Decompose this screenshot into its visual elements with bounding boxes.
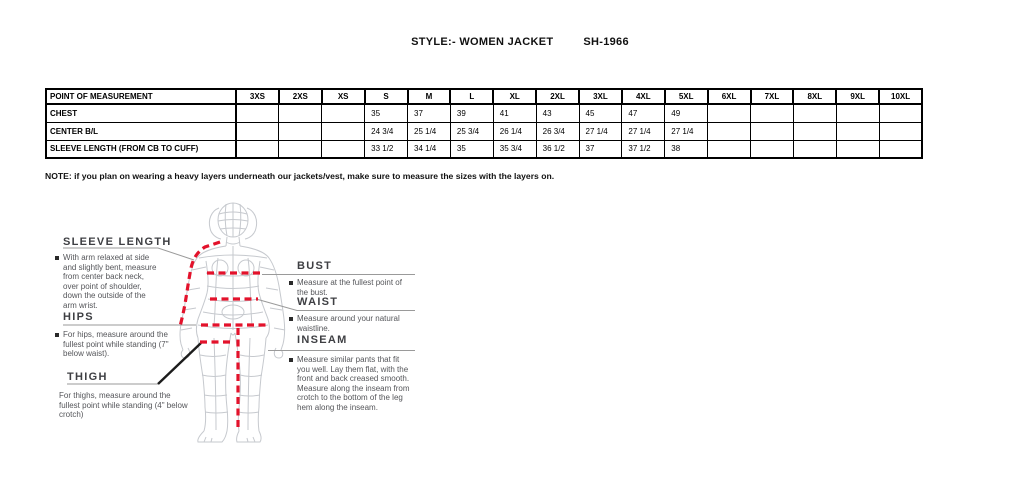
measurement-column-header: POINT OF MEASUREMENT: [46, 89, 236, 104]
size-value-cell: [836, 104, 879, 122]
size-column-header: M: [408, 89, 451, 104]
guide-sleeve-length: [55, 236, 172, 311]
size-column-header: L: [450, 89, 493, 104]
square-bullet-icon: [289, 281, 293, 285]
size-value-cell: [236, 122, 279, 140]
size-value-cell: [708, 140, 751, 158]
guide-hips: [55, 311, 171, 359]
size-value-cell: 38: [665, 140, 708, 158]
style-code: SH-1966: [583, 36, 629, 48]
hips-heading: HIPS: [63, 311, 94, 323]
size-value-cell: 39: [450, 104, 493, 122]
inseam-heading: INSEAM: [297, 334, 348, 346]
size-value-cell: [793, 122, 836, 140]
size-column-header: S: [365, 89, 408, 104]
size-value-cell: 34 1/4: [408, 140, 451, 158]
size-column-header: 3XS: [236, 89, 279, 104]
size-column-header: XL: [493, 89, 536, 104]
size-column-header: 9XL: [836, 89, 879, 104]
size-value-cell: [751, 140, 794, 158]
note-text: NOTE: if you plan on wearing a heavy layers underneath our jackets/vest, make sure to measure the sizes with the layers on.: [45, 171, 555, 181]
size-chart-table: [45, 88, 923, 159]
thigh-description: For thighs, measure around the fullest point while standing (4" below crotch): [59, 391, 188, 420]
sleeve-measure-line: [180, 242, 220, 327]
size-value-cell: [836, 140, 879, 158]
size-value-cell: [322, 122, 365, 140]
size-value-cell: 27 1/4: [665, 122, 708, 140]
size-column-header: 7XL: [751, 89, 794, 104]
bust-description: Measure at the fullest point of the bust.: [297, 278, 402, 297]
size-value-cell: 41: [493, 104, 536, 122]
size-value-cell: 35 3/4: [493, 140, 536, 158]
guide-inseam: [289, 334, 411, 413]
size-value-cell: [793, 104, 836, 122]
page-title: [8, 36, 1024, 48]
sleeve-length-description: With arm relaxed at side and slightly bent, measure from center back neck, over point of shoulder, down the outside of the arm wrist.: [63, 253, 157, 310]
header-row: [46, 89, 922, 104]
row-label: CHEST: [46, 104, 236, 122]
size-column-header: 2XS: [279, 89, 322, 104]
female-body-wireframe-figure: [180, 203, 285, 442]
size-value-cell: [879, 104, 922, 122]
size-value-cell: 37: [579, 140, 622, 158]
size-value-cell: 37: [408, 104, 451, 122]
size-value-cell: 35: [450, 140, 493, 158]
size-value-cell: 27 1/4: [579, 122, 622, 140]
size-value-cell: 26 3/4: [536, 122, 579, 140]
size-column-header: 3XL: [579, 89, 622, 104]
thigh-heading: THIGH: [67, 371, 108, 383]
size-value-cell: 25 3/4: [450, 122, 493, 140]
size-column-header: 2XL: [536, 89, 579, 104]
size-value-cell: [879, 140, 922, 158]
size-column-header: 5XL: [665, 89, 708, 104]
size-value-cell: [708, 122, 751, 140]
square-bullet-icon: [55, 333, 59, 337]
size-value-cell: 47: [622, 104, 665, 122]
size-value-cell: 43: [536, 104, 579, 122]
size-value-cell: [836, 122, 879, 140]
sleeve-length-heading: SLEEVE LENGTH: [63, 236, 172, 248]
size-value-cell: 33 1/2: [365, 140, 408, 158]
square-bullet-icon: [55, 256, 59, 260]
table-row: [46, 104, 922, 122]
waist-description: Measure around your natural waistline.: [297, 314, 400, 333]
size-value-cell: 35: [365, 104, 408, 122]
size-value-cell: [236, 140, 279, 158]
size-column-header: 4XL: [622, 89, 665, 104]
square-bullet-icon: [289, 317, 293, 321]
bust-heading: BUST: [297, 260, 333, 272]
style-label: STYLE:- WOMEN JACKET: [411, 36, 554, 48]
size-value-cell: [793, 140, 836, 158]
size-value-cell: [879, 122, 922, 140]
size-value-cell: 49: [665, 104, 708, 122]
square-bullet-icon: [289, 358, 293, 362]
waist-heading: WAIST: [297, 296, 339, 308]
size-value-cell: [322, 140, 365, 158]
size-value-cell: [322, 104, 365, 122]
size-value-cell: [236, 104, 279, 122]
size-value-cell: 37 1/2: [622, 140, 665, 158]
size-value-cell: 36 1/2: [536, 140, 579, 158]
size-value-cell: [708, 104, 751, 122]
size-column-header: 10XL: [879, 89, 922, 104]
size-value-cell: [751, 104, 794, 122]
size-value-cell: [279, 122, 322, 140]
row-label: SLEEVE LENGTH (FROM CB TO CUFF): [46, 140, 236, 158]
size-value-cell: 26 1/4: [493, 122, 536, 140]
size-column-header: XS: [322, 89, 365, 104]
guide-waist: [289, 296, 403, 333]
guide-bust: [289, 260, 403, 297]
row-label: CENTER B/L: [46, 122, 236, 140]
size-value-cell: 25 1/4: [408, 122, 451, 140]
size-value-cell: 27 1/4: [622, 122, 665, 140]
size-column-header: 6XL: [708, 89, 751, 104]
size-value-cell: 45: [579, 104, 622, 122]
inseam-description: Measure similar pants that fit you well. Lay them flat, with the front and back creased smooth. Measure along the inseam from crotch to the bottom of the leg hem along the inseam.: [297, 355, 410, 412]
size-value-cell: 24 3/4: [365, 122, 408, 140]
size-chart-table-container: [45, 88, 923, 159]
table-row: [46, 140, 922, 158]
size-column-header: 8XL: [793, 89, 836, 104]
size-value-cell: [279, 140, 322, 158]
table-row: [46, 122, 922, 140]
hips-description: For hips, measure around the fullest point while standing (7" below waist).: [63, 330, 169, 359]
guide-thigh: [59, 371, 191, 420]
size-value-cell: [751, 122, 794, 140]
size-value-cell: [279, 104, 322, 122]
